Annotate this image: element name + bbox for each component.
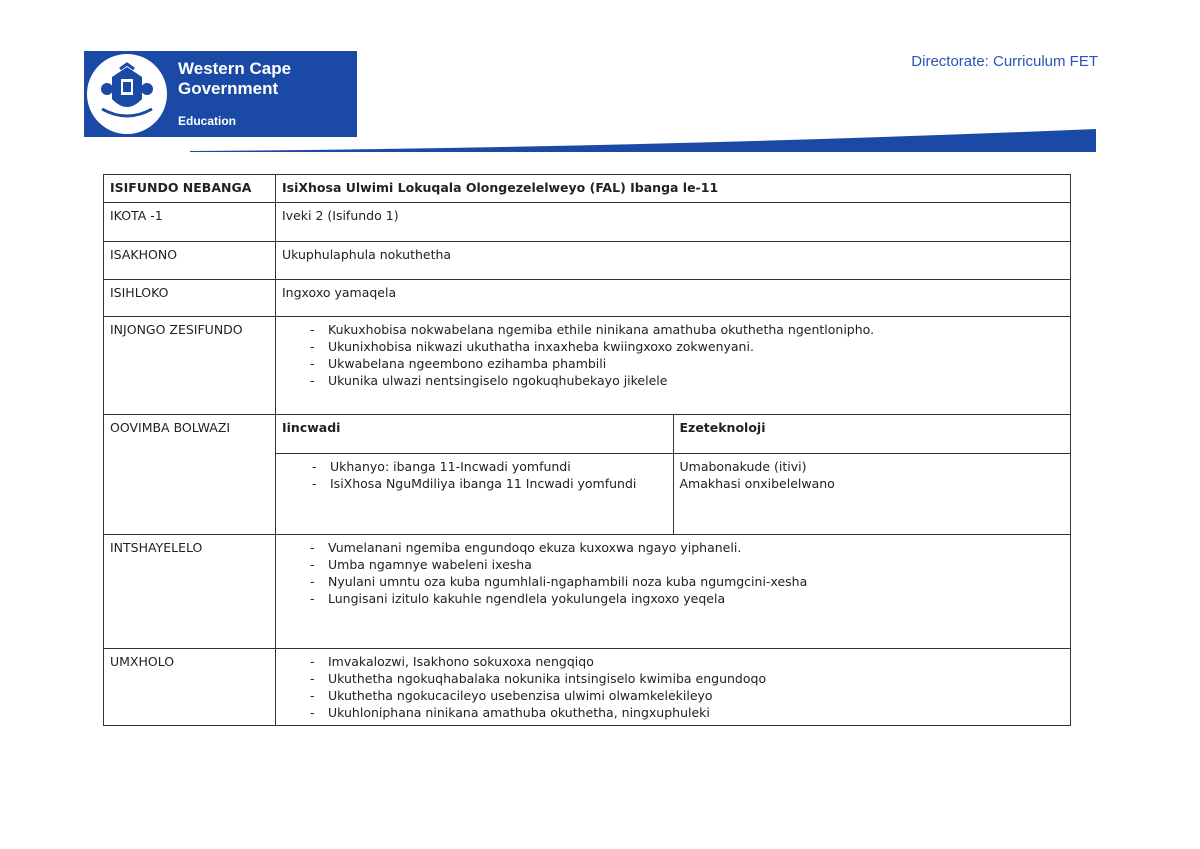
list-item: - Ukwabelana ngeembono ezihamba phambili: [310, 355, 1064, 372]
logo-line-1: Western Cape: [178, 59, 292, 78]
topic-value: Ingxoxo yamaqela: [276, 280, 1071, 317]
skill-label: ISAKHONO: [104, 242, 276, 280]
list-item: - Nyulani umntu oza kuba ngumhlali-ngaphambili noza kuba ngumgcini-xesha: [310, 573, 1064, 590]
list-item: - IsiXhosa NguMdiliya ibanga 11 Incwadi yomfundi: [312, 475, 671, 492]
logo-line-3: Education: [178, 114, 237, 128]
resources-subtable: [276, 415, 1070, 534]
tech-header: Ezeteknoloji: [673, 415, 1070, 454]
table-row-topic: [104, 280, 1071, 317]
table-row-skill: [104, 242, 1071, 280]
intro-cell: [276, 535, 1071, 649]
intro-list: [282, 539, 1064, 607]
table-row-content: [104, 649, 1071, 726]
coat-of-arms-icon: [92, 59, 162, 129]
books-cell: [276, 454, 673, 535]
books-header: Iincwadi: [276, 415, 673, 454]
list-item: - Kukuxhobisa nokwabelana ngemiba ethile ninikana amathuba okuthetha ngentlonipho.: [310, 321, 1064, 338]
content-label: UMXHOLO: [104, 649, 276, 726]
term-label: IKOTA -1: [104, 203, 276, 242]
term-value: Iveki 2 (Isifundo 1): [276, 203, 1071, 242]
list-item: - Ukhanyo: ibanga 11-Incwadi yomfundi: [312, 458, 671, 475]
objectives-list: [282, 321, 1064, 389]
tech-item: Umabonakude (itivi): [679, 459, 807, 474]
content-cell: [276, 649, 1071, 726]
list-item: - Vumelanani ngemiba engundoqo ekuza kuxoxwa ngayo yiphaneli.: [310, 539, 1064, 556]
books-list: [282, 458, 671, 492]
skill-value: Ukuphulaphula nokuthetha: [276, 242, 1071, 280]
list-item: - Ukuhloniphana ninikana amathuba okuthetha, ningxuphuleki: [310, 704, 1064, 721]
header-swoosh: [190, 124, 1096, 154]
lesson-plan-table: [103, 174, 1071, 726]
list-item: - Imvakalozwi, Isakhono sokuxoxa nengqiqo: [310, 653, 1064, 670]
directorate-label: Directorate: Curriculum FET: [911, 53, 1098, 70]
topic-label: ISIHLOKO: [104, 280, 276, 317]
objectives-cell: [276, 317, 1071, 415]
list-item: - Lungisani izitulo kakuhle ngendlela yokulungela ingxoxo yeqela: [310, 590, 1064, 607]
resources-cell: [276, 415, 1071, 535]
tech-cell: [673, 454, 1070, 535]
subject-label: ISIFUNDO NEBANGA: [104, 175, 276, 203]
logo-line-2: Government: [178, 79, 279, 98]
table-row-subject: [104, 175, 1071, 203]
list-item: - Ukunixhobisa nikwazi ukuthatha inxaxheba kwiingxoxo zokwenyani.: [310, 338, 1064, 355]
coat-of-arms-logo: [84, 51, 170, 137]
list-item: - Ukuthetha ngokuqhabalaka nokunika intsingiselo kwimiba engundoqo: [310, 670, 1064, 687]
table-row-term: [104, 203, 1071, 242]
list-item: - Umba ngamnye wabeleni ixesha: [310, 556, 1064, 573]
table-row-resources: [104, 415, 1071, 535]
table-row-objectives: [104, 317, 1071, 415]
table-row-intro: [104, 535, 1071, 649]
intro-label: INTSHAYELELO: [104, 535, 276, 649]
list-item: - Ukunika ulwazi nentsingiselo ngokuqhubekayo jikelele: [310, 372, 1064, 389]
tech-item: Amakhasi onxibelelwano: [679, 476, 835, 491]
content-list: [282, 653, 1064, 721]
list-item: - Ukuthetha ngokucacileyo usebenzisa ulwimi olwamkelekileyo: [310, 687, 1064, 704]
subject-value: IsiXhosa Ulwimi Lokuqala Olongezelelweyo (FAL) Ibanga le-11: [276, 175, 1071, 203]
resources-label: OOVIMBA BOLWAZI: [104, 415, 276, 535]
objectives-label: INJONGO ZESIFUNDO: [104, 317, 276, 415]
